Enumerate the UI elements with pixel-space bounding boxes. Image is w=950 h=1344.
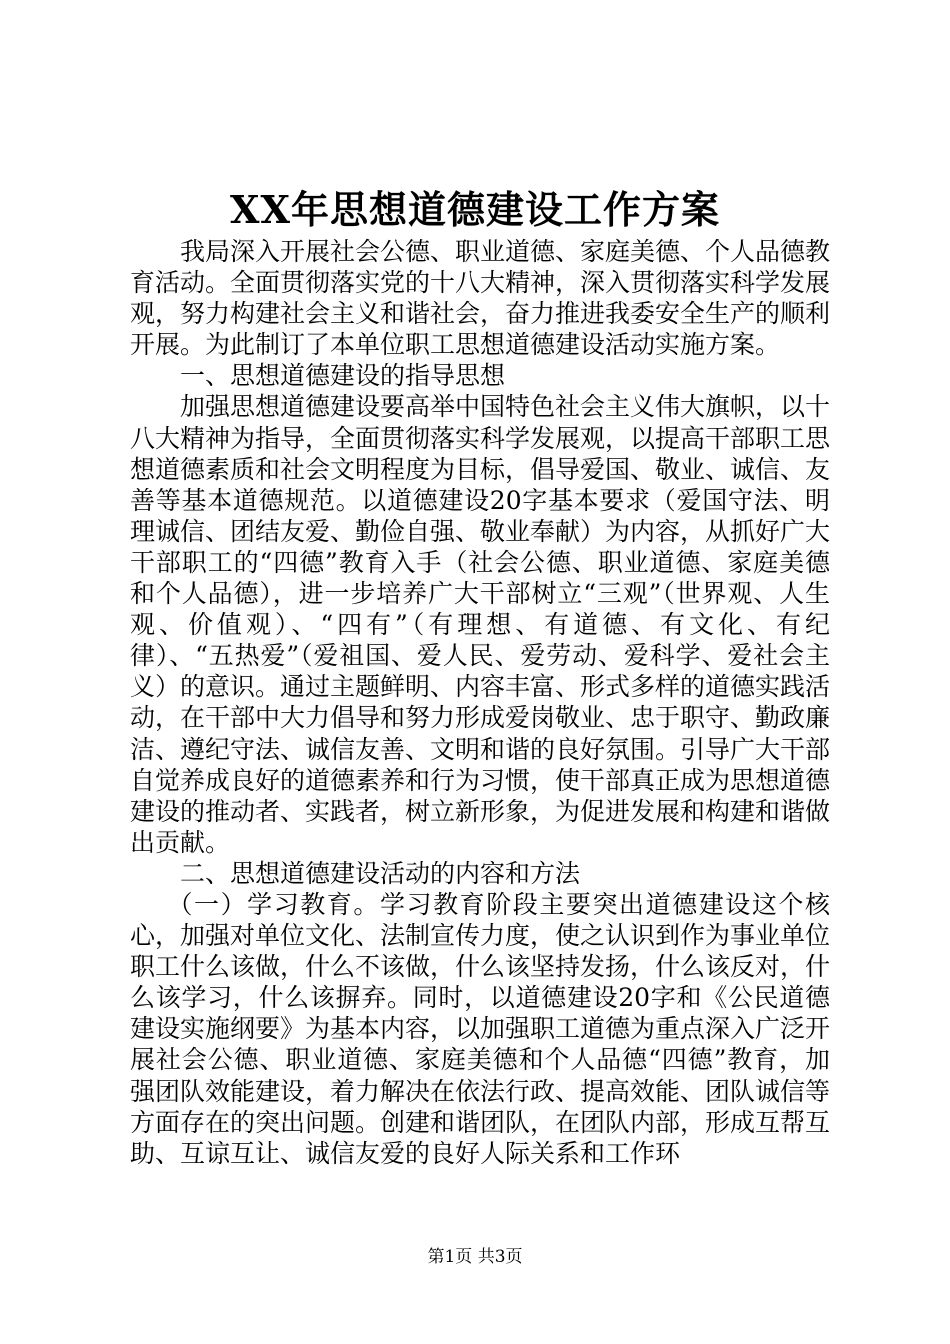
section-heading-content-method: 二、思想道德建设活动的内容和方法 — [180, 858, 581, 888]
document-title: XX年思想道德建设工作方案 — [230, 187, 720, 232]
guiding-thought-paragraph: 加强思想道德建设要高举中国特色社会主义伟大旗帜，以十八大精神为指导，全面贯彻落实科学发展观，以提高干部职工思想道德素质和社会文明程度为目标，倡导爱国、敬业、诚信、友善等基本道德规范。以道德建设20字基本要求（爱国守法、明理诚信、团结友爱、勤俭自强、敬业奉献）为内容，从抓好广大干部职工的“四德”教育入手（社会公德、职业道德、家庭美德和个人品德），进一步培养广大干部树立“三观”（世界观、人生观、价值观）、“四有”（有理想、有道德、有文化、有纪律）、“五热爱”（爱祖国、爱人民、爱劳动、爱科学、爱社会主义）的意识。通过主题鲜明、内容丰富、形式多样的道德实践活动，在干部中大力倡导和努力形成爱岗敬业、忠于职守、勤政廉洁、遵纪守法、诚信友善、文明和谐的良好氛围。引导广大干部自觉养成良好的道德素养和行为习惯，使干部真正成为思想道德建设的推动者、实践者，树立新形象，为促进发展和构建和谐做出贡献。 — [130, 392, 831, 857]
page-number-footer: 第1页 共3页 — [427, 1247, 523, 1267]
intro-paragraph: 我局深入开展社会公德、职业道德、家庭美德、个人品德教育活动。全面贯彻落实党的十八大精神，深入贯彻落实科学发展观，努力构建社会主义和谐社会，奋力推进我委安全生产的顺利开展。为此制订了本单位职工思想道德建设活动实施方案。 — [130, 237, 831, 360]
study-education-paragraph: （一）学习教育。学习教育阶段主要突出道德建设这个核心，加强对单位文化、法制宣传力度，使之认识到作为事业单位职工什么该做，什么不该做，什么该坚持发扬，什么该反对，什么该学习，什么该摒弃。同时，以道德建设20字和《公民道德建设实施纲要》为基本内容，以加强职工道德为重点深入广泛开展社会公德、职业道德、家庭美德和个人品德“四德”教育，加强团队效能建设，着力解决在依法行政、提高效能、团队诚信等方面存在的突出问题。创建和谐团队，在团队内部，形成互帮互助、互谅互让、诚信友爱的良好人际关系和工作环 — [130, 889, 831, 1168]
section-heading-guiding-thought: 一、思想道德建设的指导思想 — [180, 361, 506, 391]
document-body — [130, 236, 830, 1169]
